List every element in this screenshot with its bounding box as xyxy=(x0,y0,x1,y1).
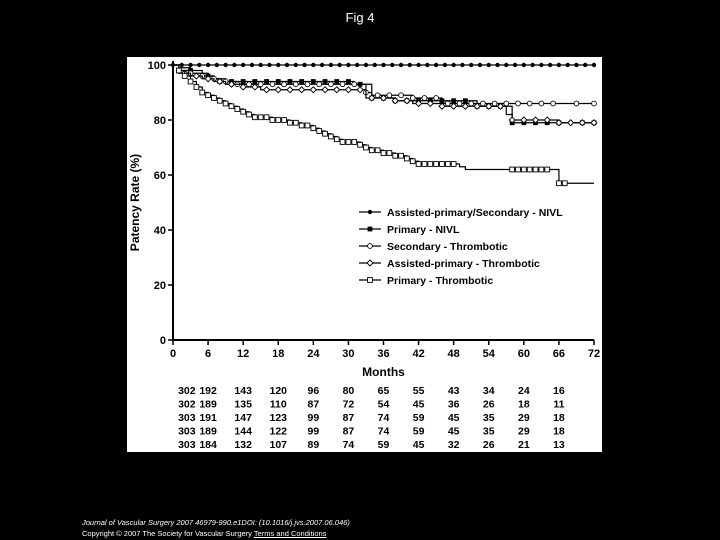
at-risk-cell: 35 xyxy=(482,412,495,424)
series-marker xyxy=(548,63,552,67)
series-marker xyxy=(270,118,275,123)
series-marker xyxy=(259,63,263,67)
series-marker xyxy=(516,101,521,106)
at-risk-cell: 99 xyxy=(307,425,320,438)
legend-label: Secondary - Thrombotic xyxy=(387,241,508,253)
series-marker xyxy=(182,74,187,79)
at-risk-cell: 120 xyxy=(269,385,288,397)
series-marker xyxy=(258,115,263,120)
series-marker xyxy=(462,103,468,109)
at-risk-cell: 72 xyxy=(342,398,355,411)
series-marker xyxy=(252,79,257,84)
series-marker xyxy=(229,104,234,109)
series-marker xyxy=(387,93,392,98)
series-marker xyxy=(241,79,246,84)
series-marker xyxy=(223,101,228,106)
series-marker xyxy=(399,63,403,67)
series-marker xyxy=(457,101,462,106)
at-risk-cell: 110 xyxy=(269,398,287,411)
series-marker xyxy=(352,82,357,87)
at-risk-cell: 189 xyxy=(199,425,217,438)
series-marker xyxy=(521,167,526,172)
series-marker xyxy=(247,82,252,87)
series-marker xyxy=(469,101,474,106)
series-marker xyxy=(180,63,184,67)
x-tick-label: 18 xyxy=(272,348,285,360)
series-marker xyxy=(258,82,263,87)
legend-label: Assisted-primary - Thrombotic xyxy=(387,258,540,270)
series-marker xyxy=(310,87,316,93)
series-marker xyxy=(334,87,340,93)
series-marker xyxy=(235,107,240,112)
series-marker xyxy=(434,96,439,101)
series-marker xyxy=(422,96,427,101)
at-risk-cell: 303 xyxy=(178,425,196,438)
y-tick-label: 20 xyxy=(153,280,166,292)
series-marker xyxy=(346,140,351,145)
at-risk-cell: 74 xyxy=(342,439,355,451)
series-marker xyxy=(451,162,456,167)
series-marker xyxy=(551,101,556,106)
series-marker xyxy=(317,129,322,134)
series-marker xyxy=(334,137,339,142)
series-marker xyxy=(375,148,380,153)
series-marker xyxy=(193,73,199,79)
legend-marker xyxy=(368,210,372,214)
series-marker xyxy=(276,118,281,123)
at-risk-cell: 74 xyxy=(377,412,390,424)
series-marker xyxy=(527,101,532,106)
series-marker xyxy=(200,90,205,95)
series-marker xyxy=(439,103,445,109)
series-marker xyxy=(241,63,245,67)
series-marker xyxy=(329,63,333,67)
x-tick-label: 48 xyxy=(447,348,460,360)
at-risk-cell: 34 xyxy=(482,385,495,397)
at-risk-cell: 18 xyxy=(517,398,530,411)
legend-item xyxy=(359,258,540,270)
series-marker xyxy=(428,162,433,167)
series-marker xyxy=(241,109,246,114)
at-risk-cell: 96 xyxy=(307,385,320,397)
at-risk-cell: 35 xyxy=(482,425,495,438)
series-marker xyxy=(311,63,315,67)
legend-marker xyxy=(368,244,373,249)
series-marker xyxy=(275,87,281,93)
series-marker xyxy=(422,162,427,167)
x-tick-label: 0 xyxy=(169,348,177,360)
series-marker xyxy=(364,145,369,150)
series-marker xyxy=(443,63,447,67)
series-marker xyxy=(451,98,456,103)
series-marker xyxy=(323,131,328,136)
series-marker xyxy=(527,167,532,172)
series-marker xyxy=(240,84,246,90)
series-marker xyxy=(299,87,305,93)
at-risk-cell: 65 xyxy=(377,385,390,397)
at-risk-cell: 87 xyxy=(342,425,355,438)
series-marker xyxy=(188,79,193,84)
at-risk-cell: 59 xyxy=(412,425,425,438)
at-risk-cell: 87 xyxy=(307,398,320,411)
terms-link[interactable]: Terms and Conditions xyxy=(253,529,327,538)
series-line xyxy=(173,65,594,123)
at-risk-cell: 29 xyxy=(517,412,530,424)
x-tick-label: 60 xyxy=(517,348,530,360)
x-tick-label: 72 xyxy=(587,348,601,360)
series-marker xyxy=(212,96,217,101)
at-risk-cell: 32 xyxy=(447,439,460,451)
x-tick-label: 12 xyxy=(237,348,250,360)
at-risk-cell: 143 xyxy=(234,385,252,397)
figure-title: Fig 4 xyxy=(345,10,375,25)
series-marker xyxy=(539,167,544,172)
at-risk-cell: 191 xyxy=(199,412,217,424)
at-risk-cell: 123 xyxy=(269,412,288,424)
series-marker xyxy=(267,63,271,67)
series-marker xyxy=(294,63,298,67)
series-marker xyxy=(445,162,450,167)
series-marker xyxy=(299,79,304,84)
series-marker xyxy=(399,153,404,158)
series-marker xyxy=(252,84,258,90)
series-marker xyxy=(460,63,464,67)
series-marker xyxy=(305,82,310,87)
series-marker xyxy=(393,153,398,158)
series-marker xyxy=(592,101,597,106)
at-risk-cell: 11 xyxy=(553,398,565,411)
series-marker xyxy=(232,63,236,67)
at-risk-cell: 135 xyxy=(234,398,252,411)
series-marker xyxy=(530,63,534,67)
y-tick-label: 80 xyxy=(153,115,166,127)
at-risk-cell: 189 xyxy=(199,398,217,411)
at-risk-cell: 18 xyxy=(553,412,565,424)
series-marker xyxy=(364,63,368,67)
series-marker xyxy=(305,123,310,128)
series-marker xyxy=(504,101,509,106)
at-risk-cell: 87 xyxy=(342,412,355,424)
series-0 xyxy=(171,63,596,67)
at-risk-cell: 16 xyxy=(553,385,565,397)
at-risk-cell: 54 xyxy=(377,398,390,411)
at-risk-cell: 13 xyxy=(553,439,565,451)
series-marker xyxy=(328,134,333,139)
series-line xyxy=(173,65,594,123)
at-risk-cell: 55 xyxy=(412,385,425,397)
series-marker xyxy=(568,120,574,126)
series-marker xyxy=(252,115,257,120)
series-marker xyxy=(451,103,457,109)
series-marker xyxy=(282,82,287,87)
series-marker xyxy=(276,79,281,84)
series-marker xyxy=(583,63,587,67)
chart-panel xyxy=(127,57,602,452)
series-marker xyxy=(369,148,374,153)
series-marker xyxy=(562,181,567,186)
at-risk-cell: 18 xyxy=(553,425,565,438)
series-marker xyxy=(176,68,181,73)
series-marker xyxy=(469,63,473,67)
at-risk-cell: 89 xyxy=(307,439,320,451)
x-tick-label: 54 xyxy=(482,348,495,360)
legend-marker xyxy=(368,278,373,283)
at-risk-table xyxy=(178,385,565,451)
series-marker xyxy=(492,101,497,106)
series-marker xyxy=(323,79,328,84)
at-risk-cell: 303 xyxy=(178,439,196,451)
series-marker xyxy=(355,63,359,67)
legend-marker xyxy=(368,227,373,232)
at-risk-cell: 26 xyxy=(482,439,495,451)
series-marker xyxy=(264,79,269,84)
legend-item xyxy=(359,241,508,253)
series-marker xyxy=(410,159,415,164)
y-axis-label: Patency Rate (%) xyxy=(128,153,142,252)
at-risk-cell: 36 xyxy=(447,398,460,411)
series-marker xyxy=(404,156,409,161)
series-marker xyxy=(247,112,252,117)
series-marker xyxy=(416,162,421,167)
series-marker xyxy=(375,93,380,98)
series-marker xyxy=(495,63,499,67)
at-risk-cell: 45 xyxy=(412,439,425,451)
series-marker xyxy=(440,162,445,167)
at-risk-row xyxy=(178,399,565,411)
series-marker xyxy=(463,98,468,103)
series-marker xyxy=(311,79,316,84)
at-risk-cell: 192 xyxy=(199,385,217,397)
series-marker xyxy=(322,87,328,93)
series-marker xyxy=(352,140,357,145)
y-tick-label: 100 xyxy=(147,60,166,72)
series-marker xyxy=(434,162,439,167)
series-marker xyxy=(545,167,550,172)
series-marker xyxy=(188,63,192,67)
at-risk-cell: 45 xyxy=(447,425,460,438)
at-risk-cell: 147 xyxy=(234,412,252,424)
series-marker xyxy=(516,167,521,172)
legend-label: Primary - NIVL xyxy=(387,224,460,236)
series-marker xyxy=(288,79,293,84)
at-risk-cell: 122 xyxy=(269,425,288,438)
series-marker xyxy=(522,63,526,67)
series-marker xyxy=(299,123,304,128)
series-marker xyxy=(510,167,515,172)
series-marker xyxy=(340,82,345,87)
at-risk-cell: 26 xyxy=(482,398,495,411)
y-tick-label: 40 xyxy=(153,225,166,237)
legend-item xyxy=(359,207,563,219)
at-risk-cell: 29 xyxy=(517,425,530,438)
series-marker xyxy=(302,63,306,67)
at-risk-cell: 303 xyxy=(178,412,196,424)
series-marker xyxy=(223,63,227,67)
series-marker xyxy=(206,93,211,98)
footer-copyright: Copyright © 2007 The Society for Vascular Surgery xyxy=(82,529,252,538)
series-marker xyxy=(390,63,394,67)
series-marker xyxy=(340,140,345,145)
series-marker xyxy=(346,79,351,84)
series-marker xyxy=(215,63,219,67)
x-tick-label: 30 xyxy=(342,348,355,360)
series-marker xyxy=(557,181,562,186)
series-marker xyxy=(399,93,404,98)
series-marker xyxy=(217,98,222,103)
series-marker xyxy=(194,85,199,90)
legend-label: Primary - Thrombotic xyxy=(387,275,494,287)
series-marker xyxy=(487,63,491,67)
series-marker xyxy=(513,63,517,67)
series-marker xyxy=(445,101,450,106)
series-marker xyxy=(381,151,386,156)
series-marker xyxy=(250,63,254,67)
series-marker xyxy=(345,87,351,93)
series-marker xyxy=(328,82,333,87)
y-tick-label: 0 xyxy=(159,335,166,347)
series-marker xyxy=(287,87,293,93)
at-risk-cell: 45 xyxy=(412,398,425,411)
footer-copyright-line xyxy=(82,529,326,538)
x-tick-label: 36 xyxy=(377,348,390,360)
series-marker xyxy=(337,63,341,67)
series-marker xyxy=(293,82,298,87)
at-risk-row xyxy=(178,439,565,451)
series-marker xyxy=(311,126,316,131)
x-tick-label: 66 xyxy=(552,348,566,360)
series-marker xyxy=(504,63,508,67)
series-marker xyxy=(574,63,578,67)
series-marker xyxy=(410,96,415,101)
legend-item xyxy=(359,224,460,236)
series-marker xyxy=(539,63,543,67)
at-risk-cell: 80 xyxy=(342,385,355,397)
at-risk-cell: 144 xyxy=(234,425,252,438)
at-risk-row xyxy=(178,385,565,397)
at-risk-cell: 21 xyxy=(517,439,530,451)
series-marker xyxy=(481,101,486,106)
at-risk-cell: 302 xyxy=(178,385,196,397)
x-tick-label: 6 xyxy=(205,348,212,360)
series-marker xyxy=(206,63,210,67)
at-risk-cell: 74 xyxy=(377,425,390,438)
series-marker xyxy=(592,63,596,67)
series-marker xyxy=(285,63,289,67)
footer-citation: Journal of Vascular Surgery 2007 46979-990.e1DOI: (10.1016/j.jvs.2007.06.046) xyxy=(82,518,350,527)
series-marker xyxy=(197,63,201,67)
y-tick-label: 60 xyxy=(153,170,166,182)
series-marker xyxy=(533,167,538,172)
series-marker xyxy=(264,115,269,120)
at-risk-cell: 43 xyxy=(447,385,460,397)
series-marker xyxy=(381,63,385,67)
series-marker xyxy=(288,120,293,125)
series-marker xyxy=(358,142,363,147)
series-marker xyxy=(346,63,350,67)
legend xyxy=(359,207,563,287)
series-marker xyxy=(425,63,429,67)
series-marker xyxy=(317,82,322,87)
legend-label: Assisted-primary/Secondary - NIVL xyxy=(387,207,563,219)
x-tick-label: 24 xyxy=(307,348,320,360)
at-risk-row xyxy=(178,426,565,438)
series-marker xyxy=(373,63,377,67)
at-risk-cell: 302 xyxy=(178,398,196,411)
at-risk-cell: 59 xyxy=(377,439,390,451)
series-marker xyxy=(408,63,412,67)
at-risk-cell: 107 xyxy=(269,439,288,451)
at-risk-cell: 59 xyxy=(412,412,425,424)
series-marker xyxy=(334,79,339,84)
series-marker xyxy=(264,87,270,93)
series-marker xyxy=(565,63,569,67)
km-chart xyxy=(127,57,602,452)
at-risk-cell: 24 xyxy=(517,385,530,397)
series-marker xyxy=(574,101,579,106)
series-marker xyxy=(434,63,438,67)
series-marker xyxy=(276,63,280,67)
series-marker xyxy=(270,82,275,87)
series-marker xyxy=(387,151,392,156)
series-marker xyxy=(416,63,420,67)
at-risk-row xyxy=(178,412,565,424)
legend-marker xyxy=(367,260,373,266)
at-risk-cell: 45 xyxy=(447,412,460,424)
series-marker xyxy=(557,63,561,67)
series-marker xyxy=(451,63,455,67)
x-axis-label: Months xyxy=(362,365,405,379)
series-marker xyxy=(293,120,298,125)
series-marker xyxy=(357,87,363,93)
legend-item xyxy=(359,275,493,287)
series-marker xyxy=(320,63,324,67)
at-risk-cell: 99 xyxy=(307,412,320,424)
x-tick-label: 42 xyxy=(412,348,425,360)
at-risk-cell: 132 xyxy=(234,439,252,451)
at-risk-cell: 184 xyxy=(199,439,217,451)
series-marker xyxy=(539,101,544,106)
series-marker xyxy=(282,118,287,123)
series-marker xyxy=(478,63,482,67)
